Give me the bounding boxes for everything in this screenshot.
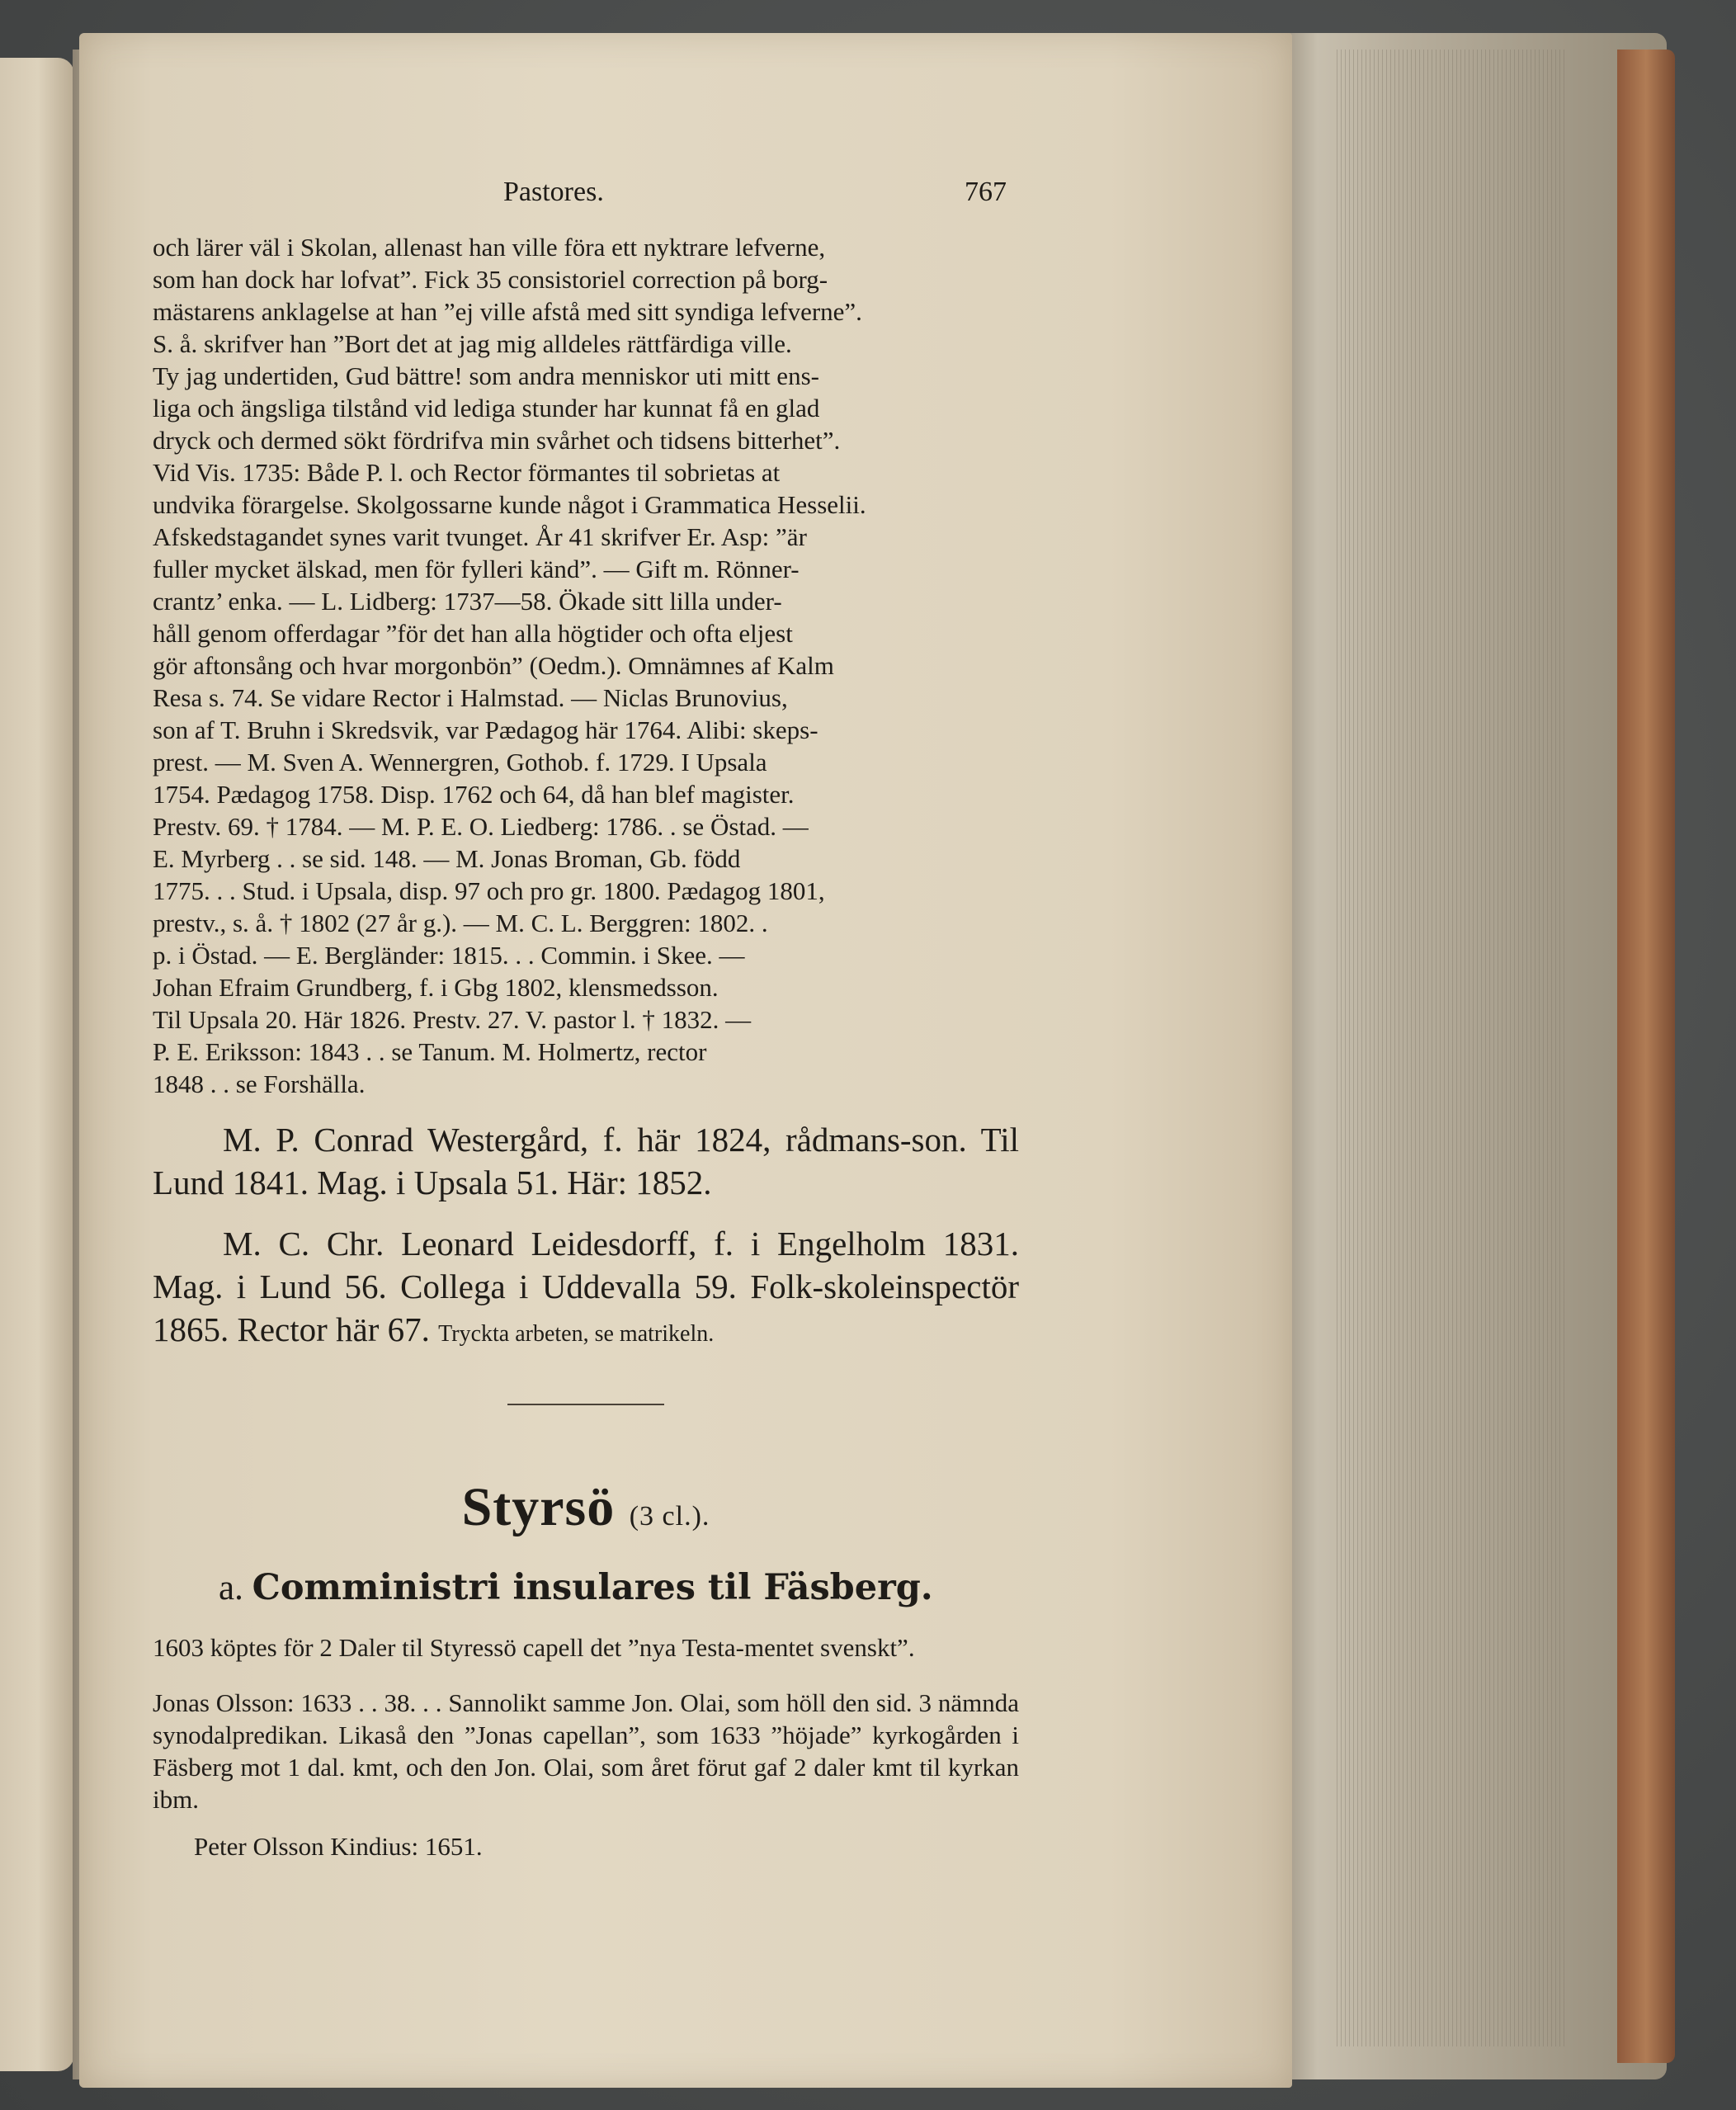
- text-line: 1848 . . se Forshälla.: [153, 1069, 366, 1098]
- text-line: Til Upsala 20. Här 1826. Prestv. 27. V. pastor l. † 1832. —: [153, 1005, 752, 1034]
- paragraph-1603: 1603 köptes för 2 Daler til Styressö capell det ”nya Testa-mentet svenskt”.: [153, 1633, 915, 1662]
- text-line: crantz’ enka. — L. Lidberg: 1737—58. Ökade sitt lilla under-: [153, 587, 782, 616]
- subsection-letter: a.: [219, 1569, 243, 1607]
- running-head: Pastores.: [503, 177, 604, 207]
- last-entry-line: Peter Olsson Kindius: 1651.: [194, 1832, 483, 1861]
- text-line: p. i Östad. — E. Bergländer: 1815. . . Commin. i Skee. —: [153, 941, 745, 970]
- text-line: Vid Vis. 1735: Både P. l. och Rector förmantes til sobrietas at: [153, 458, 781, 487]
- text-line: Afskedstagandet synes varit tvunget. År 41 skrifver Er. Asp: ”är: [153, 522, 807, 551]
- text-line: dryck och dermed sökt fördrifva min svårhet och tidsens bitterhet”.: [153, 426, 841, 455]
- text-line: undvika förargelse. Skolgossarne kunde något i Grammatica Hesselii.: [153, 490, 866, 519]
- section-name: Styrsö: [461, 1477, 616, 1537]
- text-line: och lärer väl i Skolan, allenast han ville föra ett nyktrare lefverne,: [153, 233, 826, 262]
- section-divider: [507, 1404, 664, 1405]
- page-edge-lines: [1337, 50, 1568, 2046]
- text-line: Resa s. 74. Se vidare Rector i Halmstad. — Niclas Brunovius,: [153, 683, 788, 712]
- subsection-title: Comministri insulares til Fäsberg.: [252, 1567, 933, 1608]
- page-number: 767: [965, 177, 1007, 207]
- text-line: 1754. Pædagog 1758. Disp. 1762 och 64, då han blef magister.: [153, 780, 795, 809]
- section-title: [153, 1476, 1019, 1539]
- text-line: mästarens anklagelse at han ”ej ville afstå med sitt syndiga lefverne”.: [153, 297, 862, 326]
- book-cover: [1617, 50, 1675, 2063]
- text-line: Prestv. 69. † 1784. — M. P. E. O. Liedberg: 1786. . se Östad. —: [153, 812, 809, 841]
- dense-paragraph: [153, 231, 1019, 1100]
- text-line: fuller mycket älskad, men för fylleri känd”. — Gift m. Rönner-: [153, 555, 800, 583]
- entry-leidesdorff-main: M. C. Chr. Leonard Leidesdorff, f. i Engelholm 1831. Mag. i Lund 56. Collega i Uddevalla 59. Folk-skoleinspectör 1865. Rector här 67.: [153, 1225, 1019, 1348]
- text-line: Johan Efraim Grundberg, f. i Gbg 1802, klensmedsson.: [153, 973, 719, 1002]
- section-class: (3 cl.).: [629, 1501, 710, 1532]
- text-line: Ty jag undertiden, Gud bättre! som andra menniskor uti mitt ens-: [153, 361, 819, 390]
- text-line: liga och ängsliga tilstånd vid lediga stunder har kunnat få en glad: [153, 394, 820, 422]
- left-page-marks: [0, 330, 12, 743]
- entry-westergard: M. P. Conrad Westergård, f. här 1824, rådmans-son. Til Lund 1841. Mag. i Upsala 51. Här: 1852.: [153, 1121, 1019, 1201]
- text-line: E. Myrberg . . se sid. 148. — M. Jonas Broman, Gb. född: [153, 844, 741, 873]
- text-line: 1775. . . Stud. i Upsala, disp. 97 och pro gr. 1800. Pædagog 1801,: [153, 876, 825, 905]
- subsection-heading: [219, 1567, 1019, 1608]
- entry-leidesdorff-tail: Tryckta arbeten, se matrikeln.: [438, 1321, 715, 1347]
- paragraph-jonas-olsson: Jonas Olsson: 1633 . . 38. . . Sannolikt samme Jon. Olai, som höll den sid. 3 nämnda synodalpredikan. Likaså den ”Jonas capellan”, som 1633 ”höjade” kyrkogården i Fäsberg mot 1 dal. kmt, och den Jon. Olai, som året förut gaf 2 daler kmt til kyrkan ibm.: [153, 1688, 1019, 1814]
- page-header: [157, 168, 1007, 218]
- text-line: prest. — M. Sven A. Wennergren, Gothob. f. 1729. I Upsala: [153, 748, 767, 776]
- left-page-edge: [0, 58, 74, 2071]
- text-line: S. å. skrifver han ”Bort det at jag mig alldeles rättfärdiga ville.: [153, 329, 792, 358]
- text-line: prestv., s. å. † 1802 (27 år g.). — M. C. L. Berggren: 1802. .: [153, 909, 768, 937]
- entry-leidesdorff: [153, 1222, 1019, 1351]
- text-line: håll genom offerdagar ”för det han alla högtider och ofta eljest: [153, 619, 793, 648]
- text-line: son af T. Bruhn i Skredsvik, var Pædagog här 1764. Alibi: skeps-: [153, 715, 818, 744]
- text-line: P. E. Eriksson: 1843 . . se Tanum. M. Holmertz, rector: [153, 1037, 707, 1066]
- text-line: gör aftonsång och hvar morgonbön” (Oedm.). Omnämnes af Kalm: [153, 651, 834, 680]
- text-line: som han dock har lofvat”. Fick 35 consistoriel correction på borg-: [153, 265, 828, 294]
- page-body: [153, 231, 1019, 1862]
